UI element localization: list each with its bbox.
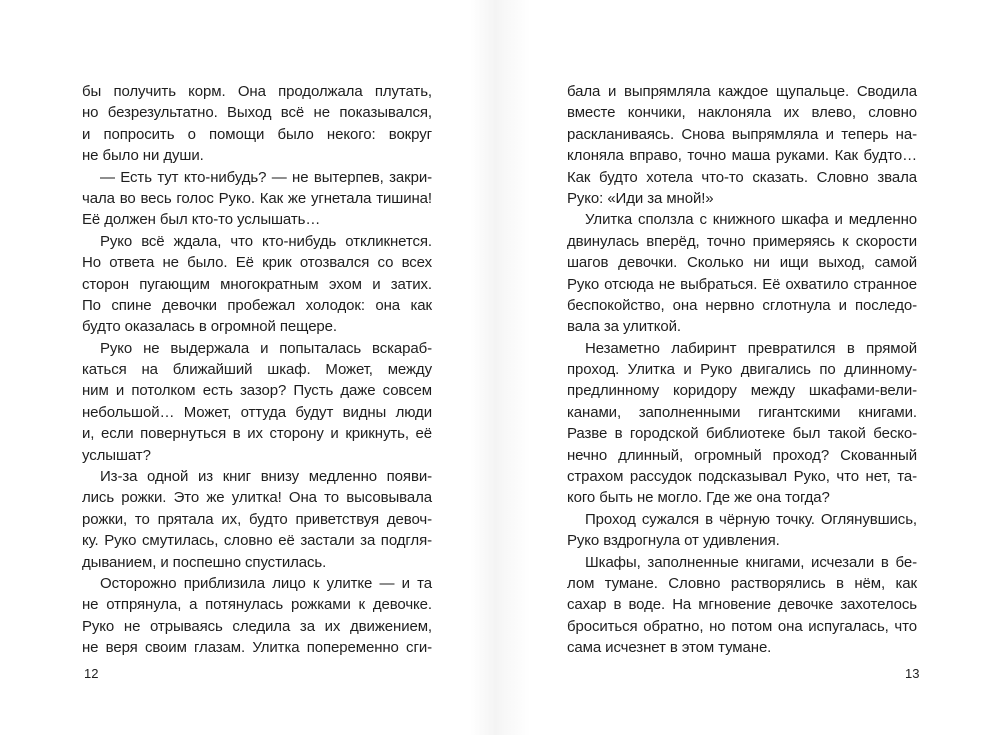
text-line: лись рожки. Это же улитка! Она то высовывала — [82, 489, 432, 507]
text-line: чала во весь голос Руко. Как же угнетала тишина! — [82, 189, 432, 207]
text-line: Проход сужался в чёрную точку. Оглянувшись, — [585, 510, 917, 528]
text-line: вала за улиткой. — [567, 318, 681, 336]
text-line: двинулась вперёд, точно примеряясь к скорости — [567, 232, 917, 250]
text-line: предлинному коридору между шкафами-вели- — [567, 382, 917, 400]
text-line: не было ни души. — [82, 147, 204, 165]
paragraph — [82, 466, 432, 573]
text-line: Из-за одной из книг внизу медленно появи- — [100, 468, 432, 486]
paragraph — [567, 509, 917, 552]
text-line: дыванием, и поспешно спустилась. — [82, 553, 327, 571]
text-line: шагов девочки. Сколько ни ищи выход, самой — [567, 254, 917, 272]
text-line: проход. Улитка и Руко двигались по длинному- — [567, 361, 917, 379]
text-line: Шкафы, заполненные книгами, исчезали в бе- — [585, 553, 917, 571]
text-line: нечно длинный, огромный проход? Скованный — [567, 446, 917, 464]
text-line: канами, заполненными гигантскими книгами. — [567, 403, 917, 421]
text-line: бала и выпрямляла каждое щупальце. Сводила — [567, 83, 917, 100]
text-line: услышат? — [82, 446, 151, 464]
text-line: Но ответа не было. Её крик отозвался со всех — [82, 254, 432, 272]
paragraph — [82, 338, 432, 466]
text-line: Руко вздрогнула от удивления. — [567, 532, 780, 550]
text-line: кого быть не могло. Где же она тогда? — [567, 489, 830, 507]
text-line: но безрезультатно. Выход всё не показывался, — [82, 104, 432, 122]
text-line: Осторожно приблизила лицо к улитке — и та — [100, 574, 432, 592]
text-line: и, если повернуться в их сторону и крикнуть, её — [82, 425, 432, 443]
text-line: будто оказалась в огромной пещере. — [82, 318, 337, 336]
text-line: броситься обратно, но потом она испугалась, что — [567, 617, 917, 635]
text-line: каться на ближайший шкаф. Может, между — [82, 361, 432, 379]
paragraph — [567, 338, 917, 509]
text-line: сама исчезнет в этом тумане. — [567, 639, 772, 657]
text-line: лом тумане. Словно растворялись в нём, как — [567, 574, 917, 592]
text-line: небольшой… Может, оттуда будут видны люди — [82, 403, 432, 421]
right-page-text — [567, 81, 917, 659]
text-line: страхом рассудок подсказывал Руко, что нет, та- — [567, 468, 917, 486]
text-line: раскланиваясь. Снова выпрямляла и теперь на- — [567, 125, 917, 143]
paragraph — [567, 209, 917, 337]
left-page-text — [82, 81, 432, 659]
text-line: — Есть тут кто-нибудь? — не вытерпев, закри- — [100, 168, 432, 186]
paragraph — [82, 231, 432, 338]
text-line: и попросить о помощи было некого: вокруг — [82, 125, 432, 143]
text-line: ку. Руко смутилась, словно её застали за подгля- — [82, 532, 432, 550]
text-line: Улитка сползла с книжного шкафа и медленно — [585, 211, 917, 229]
text-line: сторон пугающим многократным эхом и затих. — [82, 275, 432, 293]
paragraph — [82, 81, 432, 167]
paragraph — [82, 573, 432, 659]
text-line: По спине девочки пробежал холодок: она как — [82, 296, 432, 314]
text-line: не отпрянула, а потянулась рожками к девочке. — [82, 596, 432, 614]
text-line: Разве в городской библиотеке был такой беско- — [567, 425, 917, 443]
text-line: беспокойство, она нервно сглотнула и последо- — [567, 296, 917, 314]
text-line: Руко не выдержала и попыталась вскараб- — [100, 339, 432, 357]
paragraph — [567, 552, 917, 659]
text-line: Незаметно лабиринт превратился в прямой — [585, 339, 917, 357]
text-line: Руко: «Иди за мной!» — [567, 189, 714, 207]
paragraph — [567, 81, 917, 209]
text-line: Руко отсюда не выбраться. Её охватило странное — [567, 275, 917, 293]
text-line: Руко не отрываясь следила за их движением, — [82, 617, 432, 635]
text-line: сахар в воде. На мгновение девочке захотелось — [567, 596, 917, 614]
text-line: рожки, то прятала их, будто приветствуя девоч- — [82, 510, 432, 528]
page-number-right: 13 — [905, 666, 920, 681]
text-line: клоняла вправо, точно маша руками. Как будто… — [567, 147, 917, 165]
paragraph — [82, 167, 432, 231]
text-line: Руко всё ждала, что кто-нибудь откликнется. — [100, 232, 432, 250]
text-line: Как будто хотела что-то сказать. Словно звала — [567, 168, 917, 186]
page-number-left: 12 — [84, 666, 99, 681]
text-line: не веря своим глазам. Улитка попеременно сги- — [82, 639, 432, 657]
text-line: Её должен был кто-то услышать… — [82, 211, 321, 229]
text-line: вместе кончики, наклоняла их влево, словно — [567, 104, 917, 122]
text-line: бы получить корм. Она продолжала плутать, — [82, 83, 432, 100]
text-line: ним и потолком есть зазор? Пусть даже совсем — [82, 382, 432, 400]
